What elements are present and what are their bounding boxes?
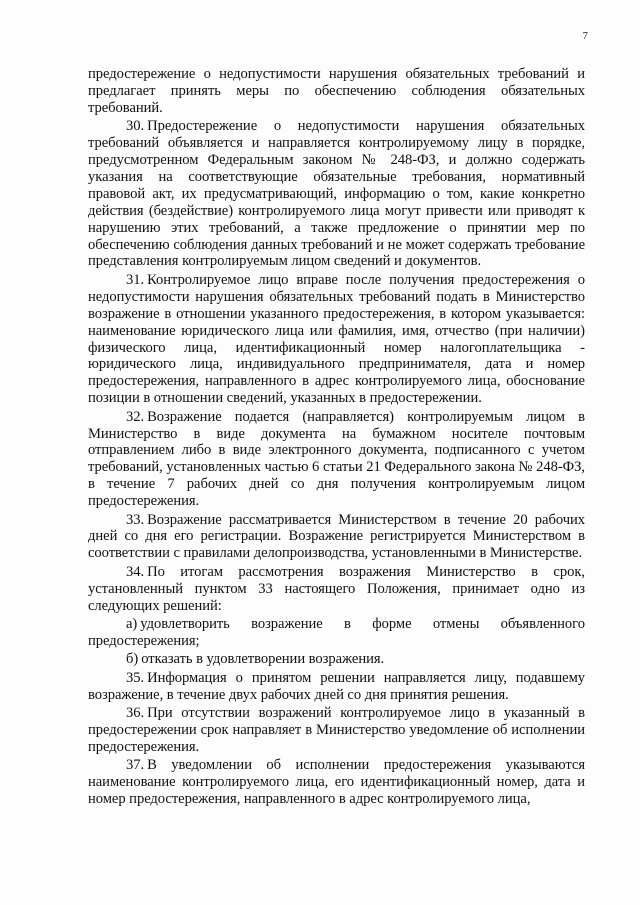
paragraph-text: отказать в удовлетворении возражения.	[141, 651, 385, 668]
paragraph-32	[88, 409, 585, 510]
paragraph-text: Возражение рассматривается Министерством в течение 20 рабочих дней со дня его регистрации. Возражение регистрируется Министерством в соответствии с правилами делопроизводства, установленными в Министерстве.	[88, 511, 585, 562]
paragraph-30	[88, 118, 585, 270]
paragraph-number: а)	[126, 616, 138, 632]
paragraph-text: При отсутствии возражений контролируемое лицо в указанный в предостережении срок направляет в Министерство уведомление об исполнении предостережения.	[88, 705, 585, 755]
paragraph-number: 33.	[126, 511, 145, 528]
paragraph-34-b	[88, 651, 585, 668]
paragraph-text: Информация о принятом решении направляется лицу, подавшему возражение, в течение двух рабочих дней со дня принятия решения.	[88, 669, 585, 703]
paragraph-number: б)	[126, 651, 139, 668]
paragraph-33	[88, 512, 585, 563]
paragraph-number: 37.	[126, 757, 145, 774]
paragraph-31	[88, 272, 585, 407]
paragraph-35	[88, 670, 585, 704]
paragraph-number: 35.	[126, 669, 145, 686]
paragraph-36	[88, 705, 585, 756]
page-number: 7	[582, 30, 588, 42]
paragraph-text: удовлетворить возражение в форме отмены объявленного предостережения;	[88, 616, 585, 649]
paragraph-37	[88, 757, 585, 808]
paragraph-text: Возражение подается (направляется) контролируемым лицом в Министерство в виде документа на бумажном носителе почтовым отправлением либо в виде электронного документа, подписанного с учетом требований, установленных частью 6 статьи 21 Федерального закона № 248-ФЗ, в течение 7 рабочих дней со дня получения контролируемым лицом предостережения.	[88, 408, 585, 510]
paragraph-text: предостережение о недопустимости нарушения обязательных требований и предлагает принять меры по обеспечению соблюдения обязательных требований.	[88, 66, 585, 116]
document-body	[88, 66, 585, 809]
paragraph-number: 36.	[126, 705, 145, 722]
paragraph-text: В уведомлении об исполнении предостережения указываются наименование контролируемого лица, его идентификационный номер, дата и номер предостережения, направленного в адрес контролируемого лица,	[88, 757, 585, 808]
paragraph-text: По итогам рассмотрения возражения Министерство в срок, установленный пунктом 33 настоящего Положения, принимает одно из следующих решений:	[88, 563, 585, 614]
paragraph-number: 34.	[126, 563, 145, 580]
paragraph-34-a	[88, 616, 585, 650]
paragraph-continuation	[88, 66, 585, 117]
paragraph-number: 30.	[126, 118, 145, 135]
paragraph-text: Контролируемое лицо вправе после получения предостережения о недопустимости нарушения обязательных требований подать в Министерство возражение в отношении указанного предостережения, в котором указывается: наименование юридического лица или фамилия, имя, отчество (при наличии) физического лица, идентификационный номер налогоплательщика - юридического лица, индивидуального предпринимателя, дата и номер предостережения, направленного в адрес контролируемого лица, обоснование позиции в отношении сведений, указанных в предостережении.	[88, 271, 585, 407]
paragraph-34	[88, 564, 585, 615]
paragraph-text: Предостережение о недопустимости нарушения обязательных требований объявляется и направляется контролируемому лицу в порядке, предусмотренном Федеральным законом № 248-ФЗ, и должно содержать указания на соответствующие обязательные требования, нормативный правовой акт, их предусматривающий, информацию о том, какие конкретно действия (бездействие) контролируемого лица могут привести или приводят к нарушению этих требований, а также предложение о принятии мер по обеспечению соблюдения данных требований и не может содержать требование представления контролируемым лицом сведений и документов.	[88, 118, 585, 270]
paragraph-number: 32.	[126, 408, 145, 425]
paragraph-number: 31.	[126, 271, 145, 288]
